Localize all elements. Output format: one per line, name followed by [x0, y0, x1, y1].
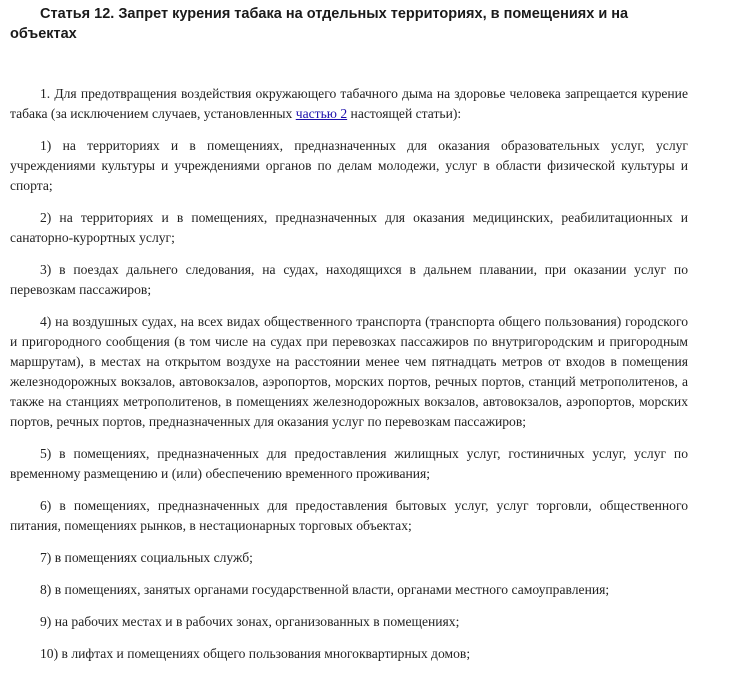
list-item: 7) в помещениях социальных служб;: [40, 550, 253, 565]
list-item: 6) в помещениях, предназначенных для предоставления бытовых услуг, услуг торговли, общественного питания, помещениях рынков, в нестационарных торговых объектах;: [10, 498, 688, 533]
intro-paragraph: [10, 84, 688, 124]
document: [10, 4, 688, 676]
list-item: 2) на территориях и в помещениях, предназначенных для оказания медицинских, реабилитационных и санаторно-курортных услуг;: [10, 210, 688, 245]
intro-text-end: настоящей статьи):: [347, 106, 462, 121]
part-2-link[interactable]: частью 2: [295, 106, 348, 121]
list-item: 4) на воздушных судах, на всех видах общественного транспорта (транспорта общего пользования) городского и пригородного сообщения (в том числе на судах при перевозках пассажиров по внутригородским и пригородным маршрутам), в местах на открытом воздухе на расстоянии менее чем пятнадцать метров от входов в помещения железнодорожных вокзалов, автовокзалов, аэропортов, морских портов, речных портов, станций метрополитенов, а также на станциях метрополитенов, в помещениях железнодорожных вокзалов, автовокзалов, аэропортов, морских портов, речных портов, предназначенных для оказания услуг по перевозкам пассажиров;: [10, 314, 688, 429]
article-title: Статья 12. Запрет курения табака на отдельных территориях, в помещениях и на объектах: [10, 6, 629, 42]
list-item: 3) в поездах дальнего следования, на судах, находящихся в дальнем плавании, при оказании услуг по перевозкам пассажиров;: [10, 262, 688, 297]
list-item: 5) в помещениях, предназначенных для предоставления жилищных услуг, гостиничных услуг, услуг по временному размещению и (или) обеспечению временного проживания;: [10, 446, 688, 481]
list-item: 1) на территориях и в помещениях, предназначенных для оказания образовательных услуг, услуг учреждениями культуры и учреждениями органов по делам молодежи, услуг в области физической культуры и спорта;: [10, 138, 688, 193]
list-item: 8) в помещениях, занятых органами государственной власти, органами местного самоуправления;: [40, 582, 610, 597]
list-item: 9) на рабочих местах и в рабочих зонах, организованных в помещениях;: [40, 614, 460, 629]
list-item: 10) в лифтах и помещениях общего пользования многоквартирных домов;: [40, 646, 471, 661]
intro-text: 1. Для предотвращения воздействия окружающего табачного дыма на здоровье человека запрещается курение табака (за исключением случаев, установленных: [10, 86, 688, 121]
